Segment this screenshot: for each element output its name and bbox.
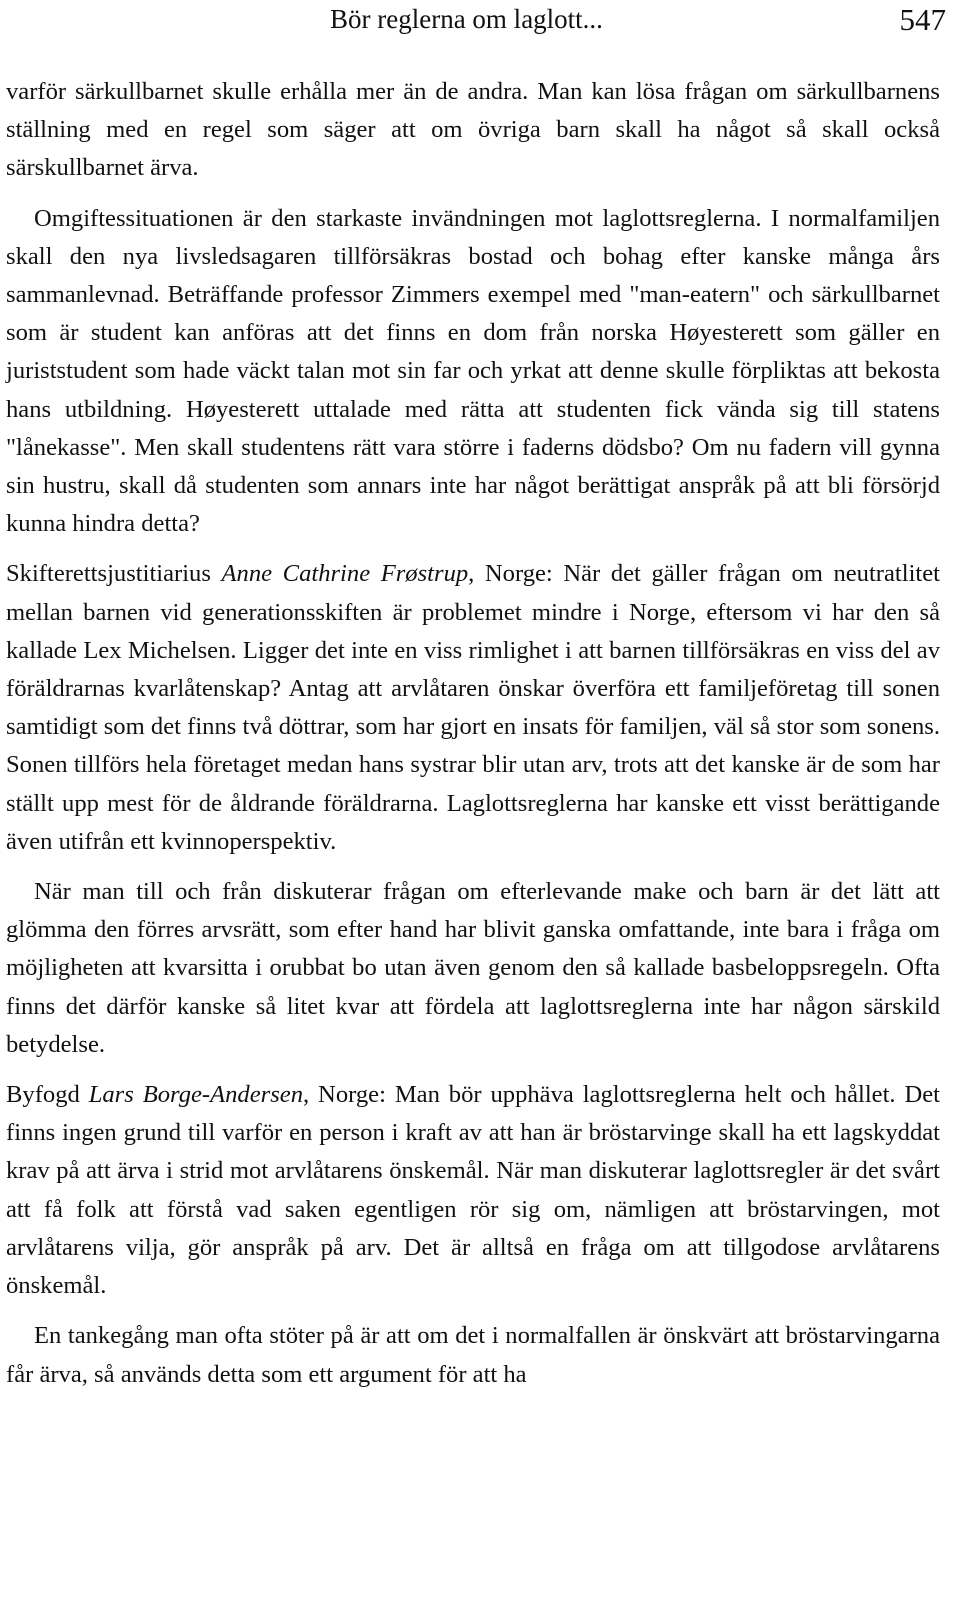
- body-text: [6, 73, 940, 1394]
- paragraph-4: När man till och från diskuterar frågan om efterlevande make och barn är det lätt att glömma den förres arvsrätt, som efter hand har blivit ganska omfattande, inte bara i fråga om möjligheten att kvarsitta i orubbat bo utan även genom den så kallade basbeloppsregeln. Ofta finns det därför kanske så litet kvar att fördela att laglottsreglerna inte har någon särskild betydelse.: [6, 878, 940, 1058]
- paragraph-3-text: , Norge: När det gäller frågan om neutratlitet mellan barnen vid generationsskiften är problemet mindre i Norge, eftersom vi har den så kallade Lex Michelsen. Ligger det inte en viss rimlighet i att barnen tillförsäkras en viss del av föräldrarnas kvarlåtenskap? Antag att arvlåtaren önskar överföra ett familjeföretag till sonen samtidigt som det finns två döttrar, som har gjort en insats för familjen, väl så stor som sonens. Sonen tillförs hela företaget medan hans systrar blir utan arv, trots att det kanske är de som har ställt upp mest för de åldrande föräldrarna. Laglottsreglerna har kanske ett visst berättigande även utifrån ett kvinnoperspektiv.: [6, 560, 940, 855]
- page-header: [0, 0, 960, 50]
- speaker-name: Anne Cathrine Frøstrup: [221, 560, 469, 588]
- speaker-title: Byfogd: [6, 1081, 89, 1109]
- paragraph-5: [6, 1076, 940, 1305]
- speaker-name: Lars Borge-Andersen: [88, 1081, 303, 1109]
- speaker-title: Skifterettsjustitiarius: [6, 560, 222, 588]
- paragraph-6: En tankegång man ofta stöter på är att om det i normalfallen är önskvärt att bröstarvingarna får ärva, så används detta som ett argument för att ha: [6, 1322, 940, 1388]
- paragraph-2: Omgiftessituationen är den starkaste invändningen mot laglottsreglerna. I normalfamiljen skall den nya livsledsagaren tillförsäkras bostad och bohag efter kanske många års sammanlevnad. Beträffande professor Zimmers exempel med "man-eatern" och särkullbarnet som är student kan anföras att det finns en dom från norska Høyesterett som gäller en juriststudent som hade väckt talan mot sin far och yrkat att denne skulle förpliktas att bekosta hans utbildning. Høyesterett uttalade med rätta att studenten fick vända sig till statens "lånekasse". Men skall studentens rätt vara större i faderns dödsbo? Om nu fadern vill gynna sin hustru, skall då studenten som annars inte har något berättigat anspråk på att bli försörjd kunna hindra detta?: [6, 204, 940, 538]
- paragraph-5-text: , Norge: Man bör upphäva laglottsreglerna helt och hållet. Det finns ingen grund till varför en person i kraft av att han är bröstarvinge skall ha ett lagskyddat krav på att ärva i strid mot arvlåtarens önskemål. När man diskuterar laglottsregler är det svårt att få folk att förstå vad saken egentligen rör sig om, nämligen att bröstarvingen, mot arvlåtarens vilja, gör anspråk på arv. Det är alltså en fråga om att tillgodose arvlåtarens önskemål.: [6, 1081, 940, 1300]
- page-number: 547: [899, 2, 946, 37]
- paragraph-3: [6, 555, 940, 861]
- paragraph-1: varför särkullbarnet skulle erhålla mer än de andra. Man kan lösa frågan om särkullbarnens ställning med en regel som säger att om övriga barn skall ha något så skall också särskullbarnet ärva.: [6, 78, 940, 182]
- running-title: Bör reglerna om laglott...: [330, 4, 603, 34]
